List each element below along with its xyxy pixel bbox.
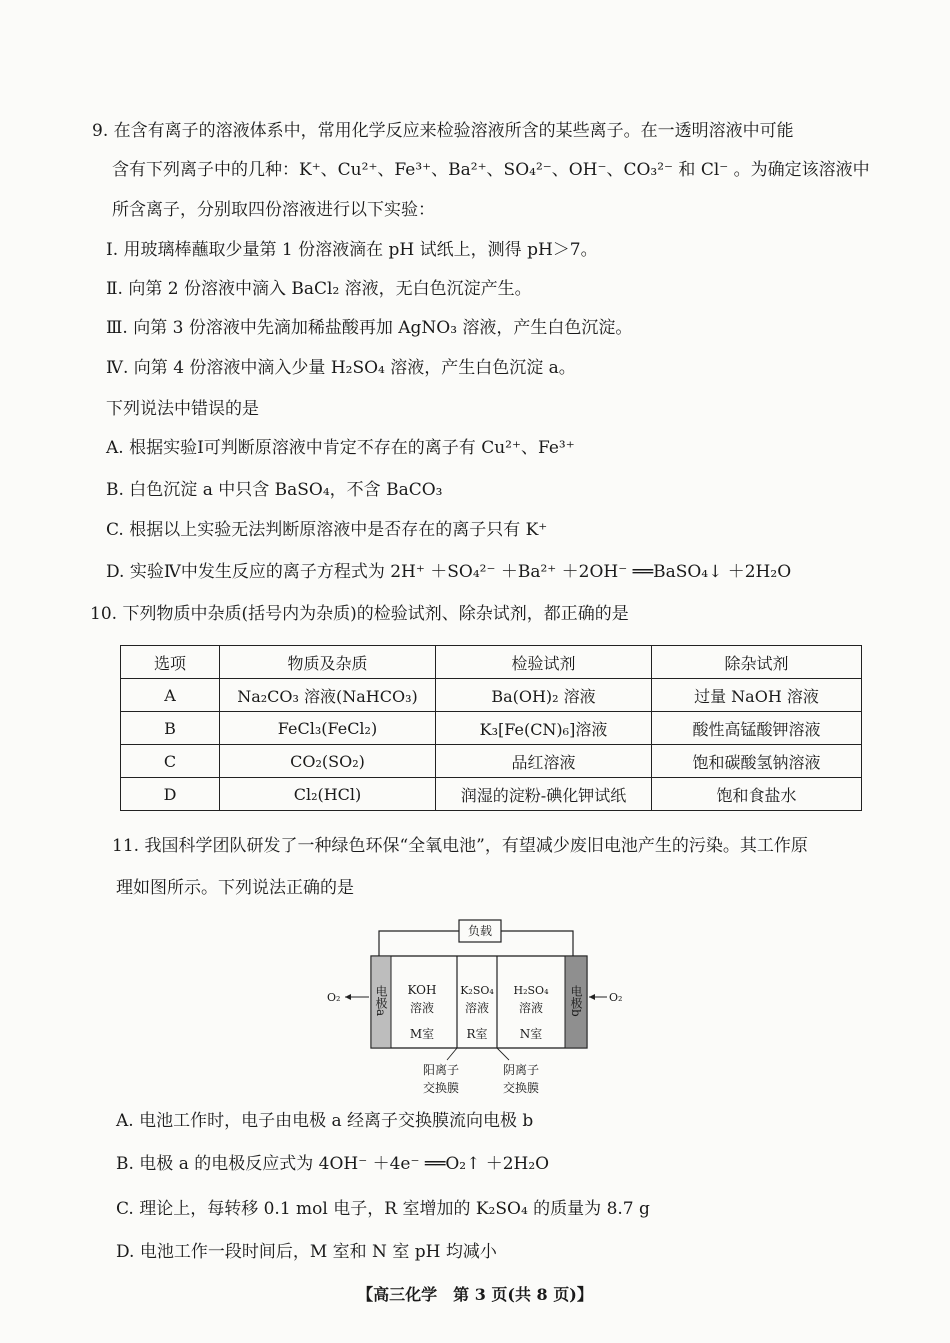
electrode-b-label-box	[565, 958, 587, 1044]
q9-step-2: Ⅱ. 向第 2 份溶液中滴入 BaCl₂ 溶液，无白色沉淀产生。	[106, 279, 532, 299]
q9-step-1: Ⅰ. 用玻璃棒蘸取少量第 1 份溶液滴在 pH 试纸上，测得 pH＞7。	[106, 240, 598, 260]
q11-stem-line-1: 11. 我国科学团队研发了一种绿色环保“全氧电池”，有望减少废旧电池产生的污染。其工作原	[112, 836, 808, 856]
battery-diagram	[325, 918, 645, 1103]
electrode-a-label: 电极a	[374, 985, 388, 1017]
q9-stem-line-3: 所含离子，分别取四份溶液进行以下实验：	[112, 200, 435, 220]
header-option: 选项	[121, 646, 220, 679]
cell: A	[121, 679, 220, 712]
load-label: 负载	[467, 924, 493, 938]
cation-membrane-label-2: 交换膜	[422, 1081, 460, 1095]
header-removal-reagent: 除杂试剂	[652, 646, 862, 679]
r-chem: K₂SO₄	[460, 984, 494, 997]
q9-stem-line-1: 9. 在含有离子的溶液体系中，常用化学反应来检验溶液所含的某些离子。在一透明溶液中可能	[92, 121, 794, 141]
table-row	[121, 745, 862, 778]
n-room: N室	[519, 1027, 543, 1041]
table-header-row	[121, 646, 862, 679]
q9-option-d: D. 实验Ⅳ中发生反应的离子方程式为 2H⁺ ＋SO₄²⁻ ＋Ba²⁺ ＋2OH⁻ ══BaSO₄↓ ＋2H₂O	[106, 562, 792, 582]
q11-option-b: B. 电极 a 的电极反应式为 4OH⁻ ＋4e⁻ ══O₂↑ ＋2H₂O	[116, 1154, 550, 1174]
cell: 品红溶液	[436, 745, 652, 778]
cell: B	[121, 712, 220, 745]
o2-left-arrowhead	[345, 994, 351, 1000]
o2-right-arrowhead	[589, 994, 595, 1000]
q9-option-b: B. 白色沉淀 a 中只含 BaSO₄，不含 BaCO₃	[106, 480, 443, 500]
header-test-reagent: 检验试剂	[436, 646, 652, 679]
cell: Na₂CO₃ 溶液(NaHCO₃)	[220, 679, 436, 712]
o2-right: O₂	[609, 991, 623, 1004]
q10-stem: 10. 下列物质中杂质(括号内为杂质)的检验试剂、除杂试剂，都正确的是	[90, 604, 629, 624]
electrode-b-label: 电极b	[569, 985, 583, 1017]
m-sol: 溶液	[409, 1001, 435, 1015]
page-footer: 【高三化学 第 3 页(共 8 页)】	[357, 1285, 593, 1304]
q11-option-c: C. 理论上，每转移 0.1 mol 电子，R 室增加的 K₂SO₄ 的质量为 8.7 g	[116, 1199, 650, 1219]
cell: C	[121, 745, 220, 778]
q9-step-3: Ⅲ. 向第 3 份溶液中先滴加稀盐酸再加 AgNO₃ 溶液，产生白色沉淀。	[106, 318, 633, 338]
header-substance: 物质及杂质	[220, 646, 436, 679]
cell: K₃[Fe(CN)₆]溶液	[436, 712, 652, 745]
cell: 饱和碳酸氢钠溶液	[652, 745, 862, 778]
cell: 润湿的淀粉-碘化钾试纸	[436, 778, 652, 811]
anion-membrane-label-1: 阴离子	[502, 1063, 540, 1077]
table-row	[121, 679, 862, 712]
table-row	[121, 778, 862, 811]
cell: 酸性高锰酸钾溶液	[652, 712, 862, 745]
q11-stem-line-2: 理如图所示。下列说法正确的是	[116, 878, 354, 898]
cell: 过量 NaOH 溶液	[652, 679, 862, 712]
table-row	[121, 712, 862, 745]
q11-option-a: A. 电池工作时，电子由电极 a 经离子交换膜流向电极 b	[116, 1111, 534, 1131]
cell: Ba(OH)₂ 溶液	[436, 679, 652, 712]
cation-callout	[447, 1048, 457, 1060]
r-room: R室	[466, 1027, 488, 1041]
q9-option-c: C. 根据以上实验无法判断原溶液中是否存在的离子只有 K⁺	[106, 520, 548, 540]
o2-left: O₂	[327, 991, 341, 1004]
cell: D	[121, 778, 220, 811]
cation-membrane-label-1: 阳离子	[422, 1063, 460, 1077]
r-sol: 溶液	[464, 1001, 490, 1015]
electrode-a-label-box	[371, 958, 391, 1044]
wire-right	[501, 931, 573, 956]
m-room: M室	[409, 1027, 435, 1041]
cell: 饱和食盐水	[652, 778, 862, 811]
wire-left	[379, 931, 459, 956]
q11-option-d: D. 电池工作一段时间后，M 室和 N 室 pH 均减小	[116, 1242, 497, 1262]
anion-callout	[497, 1048, 509, 1060]
q10-table	[120, 645, 862, 811]
cell: Cl₂(HCl)	[220, 778, 436, 811]
q9-prompt: 下列说法中错误的是	[106, 399, 259, 419]
n-sol: 溶液	[518, 1001, 544, 1015]
q9-stem-line-2: 含有下列离子中的几种：K⁺、Cu²⁺、Fe³⁺、Ba²⁺、SO₄²⁻、OH⁻、CO₃²⁻ 和 Cl⁻ 。为确定该溶液中	[112, 160, 870, 180]
m-chem: KOH	[407, 983, 437, 997]
cell: FeCl₃(FeCl₂)	[220, 712, 436, 745]
anion-membrane-label-2: 交换膜	[502, 1081, 540, 1095]
q9-option-a: A. 根据实验Ⅰ可判断原溶液中肯定不存在的离子有 Cu²⁺、Fe³⁺	[106, 438, 575, 458]
q9-step-4: Ⅳ. 向第 4 份溶液中滴入少量 H₂SO₄ 溶液，产生白色沉淀 a。	[106, 358, 576, 378]
n-chem: H₂SO₄	[513, 984, 549, 997]
cell: CO₂(SO₂)	[220, 745, 436, 778]
